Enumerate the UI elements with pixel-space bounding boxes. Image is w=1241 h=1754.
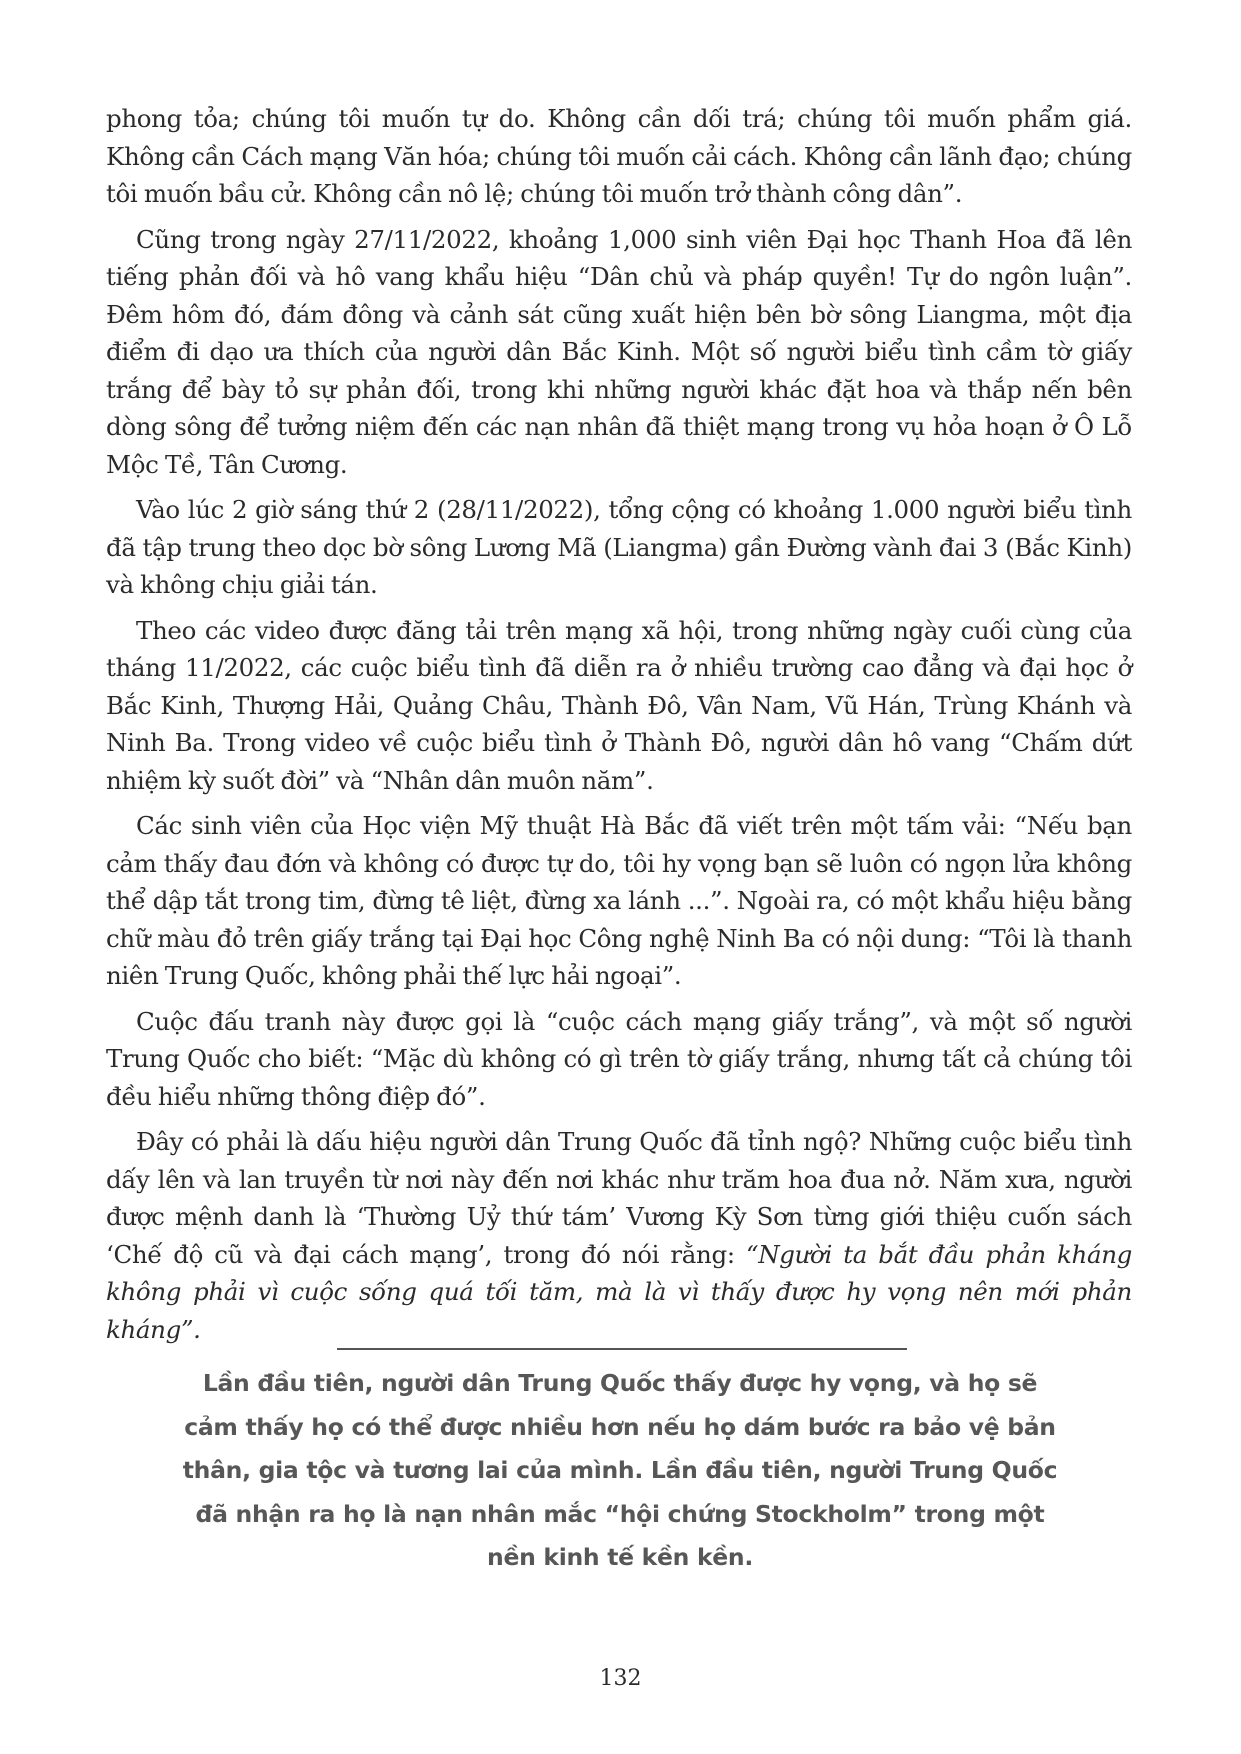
page-number: 132 (599, 1666, 642, 1691)
paragraph-university-protests: Theo các video được đăng tải trên mạng xã hội, trong những ngày cuối cùng của tháng 11/2022, các cuộc biểu tình đã diễn ra ở nhiều trường cao đẳng và đại học ở Bắc Kinh, Thượng Hải, Quảng Châu, Thành Đô, Vân Nam, Vũ Hán, Trùng Khánh và Ninh Ba. Trong video về cuộc biểu tình ở Thành Đô, người dân hô vang “Chấm dứt nhiệm kỳ suốt đời” và “Nhân dân muôn năm”. (106, 615, 1132, 795)
italic-quote: “Người ta bắt đầu phản kháng không phải vì cuộc sống quá tối tăm, mà là vì thấy được hy vọng nên mới phản kháng”. (106, 1239, 1132, 1344)
paragraph-white-paper-revolution: Cuộc đấu tranh này được gọi là “cuộc cách mạng giấy trắng”, và một số người Trung Quốc cho biết: “Mặc dù không có gì trên tờ giấy trắng, nhưng tất cả chúng tôi đều hiểu những thông điệp đó”. (106, 1006, 1132, 1111)
pull-quote: Lần đầu tiên, người dân Trung Quốc thấy được hy vọng, và họ sẽ cảm thấy họ có thể được nhiều hơn nếu họ dám bước ra bảo vệ bản thân, gia tộc và tương lai của mình. Lần đầu tiên, người Trung Quốc đã nhận ra họ là nạn nhân mắc “hội chứng Stockholm” trong một nền kinh tế kền kền. (182, 1369, 1058, 1571)
paragraph-awakening (106, 1123, 1132, 1348)
body-text (106, 100, 1132, 1356)
pull-quote-divider (337, 1348, 907, 1350)
paragraph-tsinghua-protest: Cũng trong ngày 27/11/2022, khoảng 1,000 sinh viên Đại học Thanh Hoa đã lên tiếng phản đối và hô vang khẩu hiệu “Dân chủ và pháp quyền! Tự do ngôn luận”. Đêm hôm đó, đám đông và cảnh sát cũng xuất hiện bên bờ sông Liangma, một địa điểm đi dạo ưa thích của người dân Bắc Kinh. Một số người biểu tình cầm tờ giấy trắng để bày tỏ sự phản đối, trong khi những người khác đặt hoa và thắp nến bên dòng sông để tưởng niệm đến các nạn nhân đã thiệt mạng trong vụ hỏa hoạn ở Ô Lỗ Mộc Tề, Tân Cương. (106, 224, 1132, 479)
paragraph-continuation: phong tỏa; chúng tôi muốn tự do. Không cần dối trá; chúng tôi muốn phẩm giá. Không cần Cách mạng Văn hóa; chúng tôi muốn cải cách. Không cần lãnh đạo; chúng tôi muốn bầu cử. Không cần nô lệ; chúng tôi muốn trở thành công dân”. (106, 104, 1132, 208)
paragraph-liangma-gathering: Vào lúc 2 giờ sáng thứ 2 (28/11/2022), tổng cộng có khoảng 1.000 người biểu tình đã tập trung theo dọc bờ sông Lương Mã (Liangma) gần Đường vành đai 3 (Bắc Kinh) và không chịu giải tán. (106, 495, 1132, 599)
paragraph-student-slogans: Các sinh viên của Học viện Mỹ thuật Hà Bắc đã viết trên một tấm vải: “Nếu bạn cảm thấy đau đớn và không có được tự do, tôi hy vọng bạn sẽ luôn có ngọn lửa không thể dập tắt trong tim, đừng tê liệt, đừng xa lánh ...”. Ngoài ra, có một khẩu hiệu bằng chữ màu đỏ trên giấy trắng tại Đại học Công nghệ Ninh Ba có nội dung: “Tôi là thanh niên Trung Quốc, không phải thế lực hải ngoại”. (106, 811, 1132, 990)
paragraph-awakening-text: Đây có phải là dấu hiệu người dân Trung Quốc đã tỉnh ngộ? Những cuộc biểu tình dấy lên và lan truyền từ nơi này đến nơi khác như trăm hoa đua nở. Năm xưa, người được mệnh danh là ‘Thường Uỷ thứ tám’ Vương Kỳ Sơn từng giới thiệu cuốn sách ‘Chế độ cũ và đại cách mạng’, trong đó nói rằng: (106, 1127, 1132, 1269)
